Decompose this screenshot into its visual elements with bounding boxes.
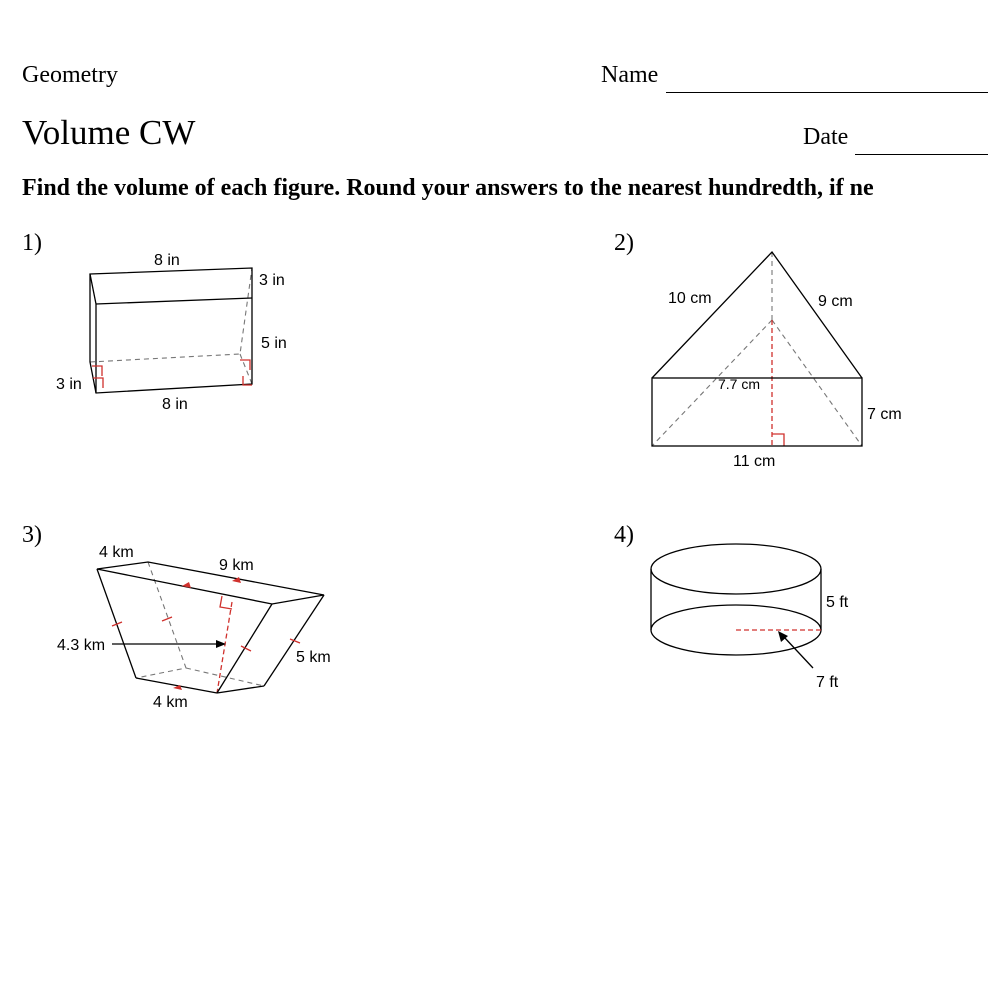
problem-4-number: 4) xyxy=(614,522,634,548)
p3-label-slant: 5 km xyxy=(296,649,331,666)
p4-label-height: 5 ft xyxy=(826,594,849,611)
p3-label-bottom-short: 4 km xyxy=(153,694,188,711)
name-label: Name xyxy=(601,62,659,88)
problem-2-number: 2) xyxy=(614,230,634,256)
problem-3-number: 3) xyxy=(22,522,42,548)
p1-label-bottom-length: 8 in xyxy=(162,396,188,413)
p4-label-radius: 7 ft xyxy=(816,674,839,691)
p1-label-height: 5 in xyxy=(261,335,287,352)
date-label: Date xyxy=(803,124,849,150)
figure-2-triangular-prism xyxy=(652,252,902,470)
instructions: Find the volume of each figure. Round your answers to the nearest hundredth, if ne xyxy=(22,175,874,201)
p1-label-top-length: 8 in xyxy=(154,252,180,269)
p2-label-base: 11 cm xyxy=(733,453,776,470)
figure-1-rectangular-prism xyxy=(56,252,287,413)
p1-label-bottom-depth: 3 in xyxy=(56,376,82,393)
p3-label-height: 4.3 km xyxy=(57,637,106,654)
course-name: Geometry xyxy=(22,62,118,88)
p2-label-left-side: 10 cm xyxy=(668,290,712,307)
p2-label-prism-length: 7 cm xyxy=(867,406,902,423)
problem-1-number: 1) xyxy=(22,230,42,256)
figure-3-trapezoidal-prism xyxy=(57,544,331,711)
p3-label-top-short: 4 km xyxy=(99,544,134,561)
p3-label-top-long: 9 km xyxy=(219,557,254,574)
p2-label-altitude: 7.7 cm xyxy=(718,376,761,392)
p2-label-right-side: 9 cm xyxy=(818,293,853,310)
page-title: Volume CW xyxy=(22,113,196,152)
figure-4-cylinder xyxy=(651,544,849,691)
p1-label-top-depth: 3 in xyxy=(259,272,285,289)
